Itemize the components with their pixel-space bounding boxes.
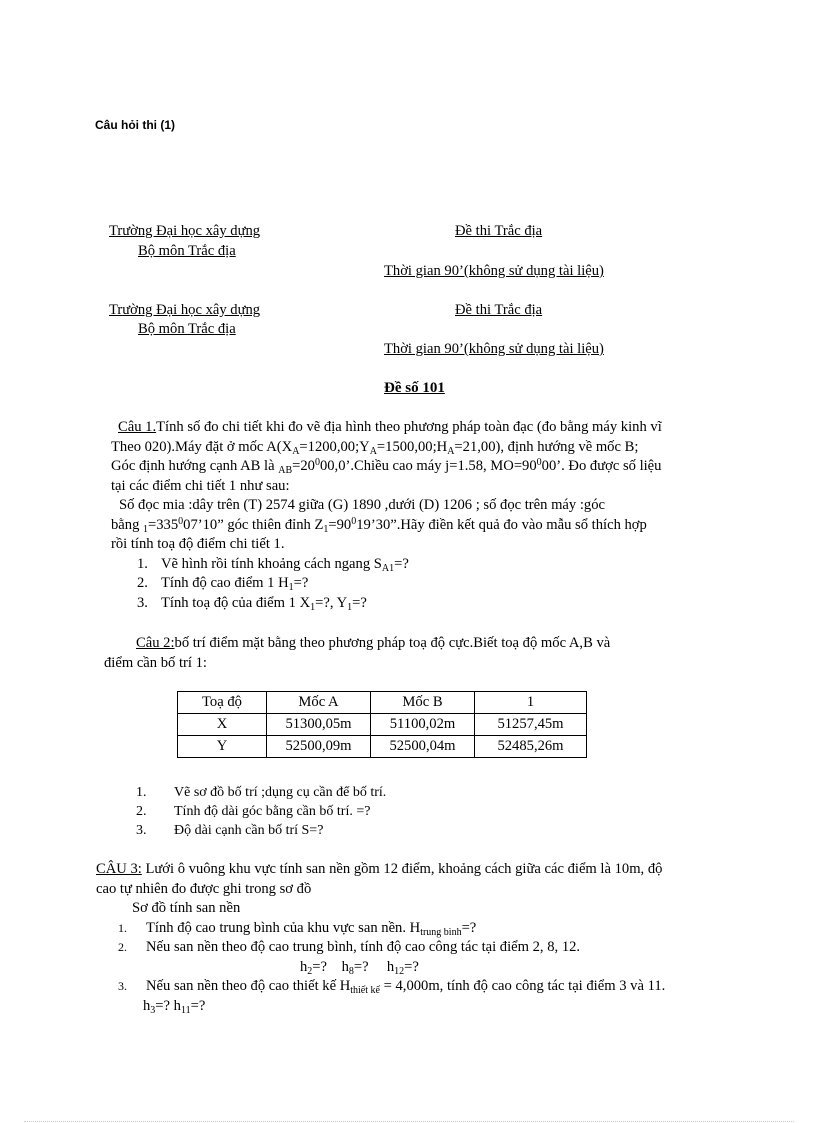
list-item — [96, 919, 726, 939]
school-name: Trường Đại học xây dựng — [109, 223, 261, 239]
answer-text: =? — [190, 997, 206, 1014]
subscript: thiết kế — [350, 985, 380, 996]
answer-text: =? — [312, 958, 328, 975]
table-header: Mốc A — [267, 692, 371, 714]
q2-line: bố trí điểm mặt bằng theo phương pháp toạ độ cực.Biết toạ độ mốc A,B và — [174, 635, 611, 651]
question-2-tasks — [136, 783, 746, 840]
q1-line: Số đọc mia :dây trên (T) 2574 giữa (G) 1890 ,dưới (D) 1206 ; số đọc trên máy :góc — [119, 497, 605, 513]
q1-line: =1200,00;Y — [299, 438, 370, 455]
table-row — [178, 714, 587, 736]
subscript: 1 — [347, 601, 353, 613]
q1-line: =20 — [292, 458, 315, 474]
question-1 — [111, 418, 721, 613]
list-item — [96, 977, 726, 997]
q1-line: =335 — [148, 516, 179, 533]
q3-line: Lưới ô vuông khu vực tính san nền gồm 12 điểm, khoảng cách giữa các điểm là 10m, độ — [141, 861, 663, 877]
item-text: Nếu san nền theo độ cao trung bình, tính độ cao công tác tại điểm 2, 8, 12. — [146, 939, 581, 955]
department-name: Bộ môn Trắc địa — [138, 321, 236, 337]
table-cell: 51300,05m — [267, 714, 371, 736]
question-label: CÂU 3: — [96, 861, 142, 877]
q1-line: Góc định hướng cạnh AB là — [111, 458, 279, 474]
table-header-row — [178, 692, 587, 714]
q1-line: rồi tính toạ độ điểm chi tiết 1. — [111, 536, 285, 552]
superscript: 0 — [351, 515, 357, 527]
superscript: 0 — [536, 457, 542, 468]
answer-text: =? h — [155, 997, 181, 1014]
subscript: A — [292, 445, 300, 457]
superscript: 0 — [314, 457, 320, 468]
subscript: A — [447, 445, 455, 457]
table-cell: 52485,26m — [475, 736, 587, 758]
subscript: 1 — [288, 582, 294, 593]
subscript: A — [369, 445, 377, 457]
subscript: 1 — [143, 523, 149, 535]
item-number: 2. — [136, 804, 147, 819]
question-label: Câu 1. — [118, 419, 157, 435]
answer-text: =? — [404, 958, 419, 975]
item-text: Tính độ cao điểm 1 H — [161, 575, 289, 591]
question-label: Câu 2: — [136, 635, 175, 651]
item-text: Tính toạ độ của điểm 1 X — [161, 594, 311, 611]
q1-line: =90 — [328, 516, 352, 533]
school-name: Trường Đại học xây dựng — [109, 302, 261, 318]
table-cell: 52500,09m — [267, 736, 371, 758]
item-text: Tính độ dài góc bằng cần bố trí. =? — [174, 804, 371, 819]
item-text: Tính độ cao trung bình của khu vực san nền. H — [146, 919, 421, 936]
list-item — [96, 938, 726, 958]
table-cell: 51100,02m — [371, 714, 475, 736]
list-item — [136, 821, 746, 840]
q1-line: bằng — [111, 516, 144, 533]
answer-text: h — [143, 997, 151, 1014]
coordinates-table — [177, 691, 587, 758]
q1-line: tại các điểm chi tiết 1 như sau: — [111, 477, 290, 494]
subscript: A1 — [381, 562, 395, 574]
exam-title: Đề thi Trắc địa — [455, 302, 543, 318]
item-text: Độ dài cạnh cần bố trí S=? — [174, 823, 324, 838]
exam-time: Thời gian 90’(không sử dụng tài liệu) — [384, 263, 604, 279]
subscript: trung bình — [420, 926, 462, 938]
item-text: =? — [352, 594, 367, 611]
subscript: 1 — [323, 523, 329, 535]
subscript: 12 — [394, 965, 405, 977]
department-name: Bộ môn Trắc địa — [138, 243, 236, 259]
table-header: 1 — [475, 692, 587, 714]
q3-line: Sơ đồ tính san nền — [132, 900, 241, 916]
item-text: Nếu san nền theo độ cao thiết kế H — [146, 978, 351, 994]
document-title: Câu hỏi thi (1) — [95, 118, 175, 132]
item-number: 3. — [136, 823, 147, 838]
table-header: Toạ độ — [178, 692, 267, 714]
q1-line: =1500,00;H — [376, 438, 448, 455]
table-row — [178, 736, 587, 758]
answer-line — [96, 958, 726, 978]
item-number: 1. — [136, 785, 147, 800]
exam-time: Thời gian 90’(không sử dụng tài liệu) — [384, 341, 604, 357]
item-text: =? — [461, 919, 477, 936]
list-item — [111, 594, 721, 614]
q1-line: 00,0’.Chiều cao máy j=1.58, MO=90 — [319, 458, 537, 474]
question-2 — [104, 634, 714, 673]
item-number: 1. — [118, 920, 127, 935]
subscript: 8 — [348, 965, 354, 977]
page-bottom-divider — [24, 1121, 794, 1122]
item-text: Vẽ sơ đồ bố trí ;dụng cụ cần để bố trí. — [174, 785, 387, 800]
q1-line: =21,00), định hướng về mốc B; — [454, 438, 639, 455]
list-item — [111, 574, 721, 594]
list-item — [111, 555, 721, 575]
item-number: 3. — [137, 594, 148, 611]
item-text: =? — [394, 555, 409, 572]
answer-text: h — [341, 958, 349, 975]
q1-line: Theo 020).Máy đặt ở mốc A(X — [111, 438, 293, 455]
subscript: AB — [278, 465, 293, 476]
table-cell: 51257,45m — [475, 714, 587, 736]
answer-text: h — [300, 958, 308, 975]
subscript: 11 — [180, 1004, 191, 1016]
answer-text: h — [386, 958, 395, 975]
subscript: 2 — [307, 965, 313, 977]
exam-number: Đề số 101 — [384, 380, 445, 396]
item-number: 2. — [118, 940, 127, 954]
q1-line: 00’. Đo được số liệu — [541, 458, 662, 474]
item-text: =?, Y — [315, 594, 348, 611]
q2-line: điểm cần bố trí 1: — [104, 654, 207, 671]
question-3 — [96, 860, 726, 1016]
q1-line: Tính số đo chi tiết khi đo vẽ địa hình theo phương pháp toàn đạc (đo bằng máy kinh vĩ — [156, 419, 662, 435]
item-number: 3. — [118, 979, 127, 993]
answer-line — [96, 997, 726, 1017]
subscript: 1 — [310, 601, 316, 613]
list-item — [136, 802, 746, 821]
exam-title: Đề thi Trắc địa — [455, 223, 543, 239]
superscript: 0 — [178, 515, 184, 527]
item-text: Vẽ hình rồi tính khoảng cách ngang S — [161, 555, 382, 572]
item-text: =? — [293, 575, 309, 591]
table-cell: X — [178, 714, 267, 736]
table-cell: Y — [178, 736, 267, 758]
item-number: 1. — [137, 555, 148, 572]
item-number: 2. — [137, 575, 148, 591]
q3-line: cao tự nhiên đo được ghi trong sơ đồ — [96, 880, 312, 897]
q1-line: 07’10” góc thiên đỉnh Z — [183, 516, 324, 533]
q1-line: 19’30”.Hãy điền kết quả đo vào mẫu sổ thích hợp — [356, 516, 647, 533]
item-text: = 4,000m, tính độ cao công tác tại điểm 3 và 11. — [379, 978, 666, 994]
list-item — [136, 783, 746, 802]
subscript: 3 — [150, 1004, 156, 1016]
table-header: Mốc B — [371, 692, 475, 714]
answer-text: =? — [353, 958, 369, 975]
table-cell: 52500,04m — [371, 736, 475, 758]
